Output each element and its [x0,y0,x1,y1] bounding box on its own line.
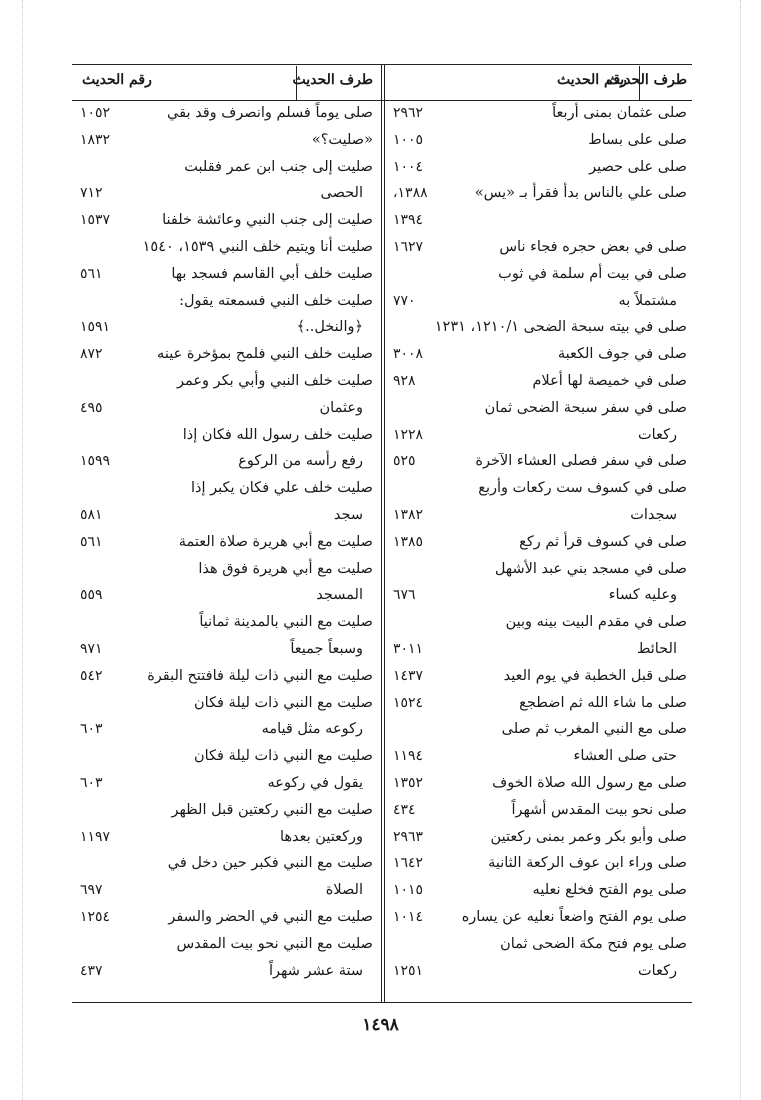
hadith-number: ٤٣٧ [80,962,103,979]
hadith-text: صلى في سفر سبحة الضحى ثمان [484,399,687,416]
hadith-text: صليت مع النبي ذات ليلة فكان [193,748,373,765]
hadith-text: وركعتين بعدها [279,828,363,845]
hadith-text: الحصى [320,185,363,202]
hadith-number: ١٠٠٥ [393,131,424,148]
hadith-text: صلى في مقدم البيت بينه وبين [505,614,687,631]
hadith-text: صليت مع أبي هريرة صلاة العتمة [178,533,373,550]
hadith-text: مشتملاً به [618,292,677,309]
hadith-text: ﴿والنخل..﴾ [296,319,363,336]
index-entry-line [387,234,695,261]
index-entry-line [387,154,695,181]
index-entry-line [387,368,695,395]
hadith-text: صلى يوم فتح مكة الضحى ثمان [500,935,687,952]
index-entry-line [72,582,381,609]
hadith-text: سجدات [630,506,677,523]
hadith-text: صليت خلف أبي القاسم فسجد بها [171,265,373,282]
right-column-header [387,66,695,100]
hadith-text: صليت خلف النبي فلمح بمؤخرة عينه [157,346,373,363]
hadith-text: سجد [333,506,363,523]
hadith-text-header: طرف الحديث [606,72,687,88]
index-entry-line [387,824,695,851]
hadith-text: صلى يوم الفتح فخلع نعليه [532,882,687,899]
hadith-text: صلى يوماً فسلم وانصرف وقد بقي [167,105,373,121]
index-entry-line [72,314,381,341]
index-entry-line [72,127,381,154]
index-entry-line [72,931,381,958]
index-entry-line [387,663,695,690]
hadith-number: ١١٩٤ [393,748,424,765]
hadith-text: صليت مع النبي ركعتين قبل الظهر [171,801,373,818]
hadith-number: ١٠٥٢ [80,105,111,121]
hadith-text: صليت أنا ويتيم خلف النبي ١٥٣٩، ١٥٤٠ [142,238,373,255]
hadith-text: صلى على بساط [588,131,687,148]
index-entry-line [387,958,695,985]
hadith-number: ١٥٢٤ [393,694,424,711]
hadith-number: ٦٠٣ [80,774,103,791]
index-entry-line [387,797,695,824]
index-entry-line [72,743,381,770]
index-entry-line [72,904,381,931]
index-entry-line [72,395,381,422]
hadith-number: ٤٩٥ [80,399,103,416]
hadith-text: صلى في بيت أم سلمة في ثوب [498,265,687,282]
top-rule [72,64,692,65]
header-separator [639,66,640,100]
hadith-text: صليت مع النبي فكبر حين دخل في [167,855,373,872]
hadith-text: صليت إلى جنب ابن عمر فقلبت [184,158,373,175]
index-entry-line [387,877,695,904]
index-entry-line [72,663,381,690]
index-entry-line [387,582,695,609]
hadith-text: صلى في بيته سبحة الضحى ١٢١٠/١، ١٢٣١ [434,319,687,336]
index-entry-line [387,904,695,931]
hadith-number: ١٦٢٧ [393,238,424,255]
index-entry-line [387,529,695,556]
index-entry-line [387,931,695,958]
hadith-number: ١٥٩٩ [80,453,111,470]
page-number: ١٤٩٨ [362,1015,399,1035]
hadith-text: ركعات [638,962,677,979]
hadith-text: صليت مع النبي بالمدينة ثمانياً [199,614,373,631]
index-entry-line [387,502,695,529]
hadith-number: ٥٦١ [80,533,103,550]
index-entry-line [387,288,695,315]
hadith-number: ٨٧٢ [80,346,103,363]
column-divider [384,64,385,1002]
hadith-text: الحائط [636,640,677,657]
hadith-number: ١٢٥١ [393,962,424,979]
index-entry-line [72,716,381,743]
hadith-text: صليت مع النبي ذات ليلة فافتتح البقرة [147,667,373,684]
hadith-text: صلى يوم الفتح واضعاً نعليه عن يساره [461,908,687,925]
hadith-number-header: رقم الحديث [82,72,152,88]
index-entry-line [72,797,381,824]
hadith-text: صلى في سفر فصلى العشاء الآخرة [475,453,687,470]
hadith-number: ٩٢٨ [393,372,416,389]
index-entry-line [387,314,695,341]
hadith-text: وسبعاً جميعاً [290,640,363,657]
hadith-number: ١٣٨٥ [393,533,424,550]
hadith-number: ٣٠٠٨ [393,346,424,363]
index-entry-line [387,743,695,770]
hadith-number: ٦٠٣ [80,721,103,738]
hadith-text: صليت خلف النبي فسمعته يقول: [179,292,373,309]
hadith-text: ركوعه مثل قيامه [261,721,363,738]
hadith-text: صليت مع النبي ذات ليلة فكان [193,694,373,711]
index-entry-line [72,529,381,556]
hadith-text: صلى نحو بيت المقدس أشهراً [511,801,687,818]
hadith-text-header: طرف الحديث [292,72,373,88]
index-entry-line [387,180,695,207]
hadith-text: صليت إلى جنب النبي وعائشة خلفنا [162,212,373,229]
scan-dotted-guide [22,0,23,1100]
index-entry-line [72,877,381,904]
hadith-text: صلى عثمان بمنى أربعاً [552,105,687,121]
index-entry-line [387,556,695,583]
column-divider-inner [381,64,382,1002]
hadith-text: صليت مع أبي هريرة فوق هذا [198,560,373,577]
hadith-text: وعثمان [319,399,363,416]
index-entry-line [72,609,381,636]
hadith-number: ٤٣٤ [393,801,416,818]
hadith-number: ٥٨١ [80,506,103,523]
hadith-text: صليت مع النبي في الحضر والسفر [168,908,373,925]
index-entry-line [387,690,695,717]
index-entry-line [387,850,695,877]
hadith-text: صلى مع رسول الله صلاة الخوف [492,774,687,791]
hadith-text: صلى في بعض حجره فجاء ناس [499,238,687,255]
index-entry-line [72,824,381,851]
bottom-rule [72,1002,692,1003]
hadith-number: ١٠١٤ [393,908,424,925]
hadith-number: ٥٢٥ [393,453,416,470]
hadith-text: صلى في كسوف قرأ ثم ركع [519,533,687,550]
index-entry-line [72,180,381,207]
hadith-text: صلى في جوف الكعبة [557,346,687,363]
hadith-number: ٧١٢ [80,185,103,202]
hadith-text: صلى وراء ابن عوف الركعة الثانية [488,855,687,872]
hadith-number-header: رقم الحديث [557,72,627,88]
hadith-number: ١٥٩١ [80,319,111,336]
index-entry-line [387,770,695,797]
index-entry-line [72,261,381,288]
index-entry-line [72,154,381,181]
hadith-number: ٩٧١ [80,640,103,657]
hadith-text: صليت خلف النبي وأبي بكر وعمر [176,372,373,389]
index-entry-line [72,341,381,368]
left-entries [72,100,381,984]
scan-dotted-guide [740,0,741,1100]
hadith-text: الصلاة [325,882,363,899]
hadith-number: ٢٩٦٣ [393,828,424,845]
hadith-text: حتى صلى العشاء [573,748,677,765]
hadith-number: ١٨٣٢ [80,131,111,148]
index-entry-line [387,422,695,449]
index-entry-line [387,395,695,422]
hadith-number: ١٠٠٤ [393,158,424,175]
hadith-text: صلى في خميصة لها أعلام [532,372,687,389]
index-entry-line [72,556,381,583]
index-entry-line [387,475,695,502]
index-entry-line [387,448,695,475]
hadith-number: ١٥٣٧ [80,212,111,229]
index-entry-line [387,100,695,127]
hadith-number: ١٣٨٨، [393,185,428,202]
hadith-text: صلى في مسجد بني عبد الأشهل [494,560,687,577]
hadith-number: ٣٠١١ [393,640,424,657]
hadith-number: ٥٦١ [80,265,103,282]
index-entry-line [387,636,695,663]
index-entry-line [72,288,381,315]
hadith-number: ٦٩٧ [80,882,103,899]
hadith-text: ركعات [638,426,677,443]
hadith-number: ٢٩٦٢ [393,105,424,121]
hadith-text: صلى على حصير [589,158,687,175]
hadith-text: صليت خلف رسول الله فكان إذا [182,426,373,443]
hadith-number: ١٣٥٢ [393,774,424,791]
index-entry-line [72,502,381,529]
index-entry-line [72,234,381,261]
left-column [72,66,381,1000]
hadith-number: ٦٧٦ [393,587,416,604]
index-entry-line [387,716,695,743]
hadith-text: المسجد [316,587,363,604]
right-entries [387,100,695,984]
hadith-number: ١٣٩٤ [393,212,424,229]
index-entry-line [72,770,381,797]
hadith-number: ٥٤٢ [80,667,103,684]
hadith-number: ١٤٣٧ [393,667,424,684]
index-entry-line [387,127,695,154]
hadith-text: صلى علي بالناس بدأ فقرأ بـ «يس» [474,185,687,202]
header-separator [296,66,297,100]
hadith-text: وعليه كساء [608,587,677,604]
index-entry-line [72,207,381,234]
hadith-number: ١٢٢٨ [393,426,424,443]
hadith-number: ١٠١٥ [393,882,424,899]
hadith-text: صلى مع النبي المغرب ثم صلى [501,721,687,738]
hadith-text: صلى ما شاء الله ثم اضطجع [519,694,687,711]
index-entry-line [72,475,381,502]
right-column [387,66,695,1000]
hadith-text: «صليت؟» [311,131,373,148]
hadith-text: يقول في ركوعه [267,774,363,791]
index-entry-line [72,850,381,877]
hadith-number: ١١٩٧ [80,828,111,845]
hadith-text: صليت مع النبي نحو بيت المقدس [176,935,373,952]
hadith-text: رفع رأسه من الركوع [238,453,363,470]
index-entry-line [72,636,381,663]
index-entry-line [387,261,695,288]
index-entry-line [387,341,695,368]
index-entry-line [72,448,381,475]
index-entry-line [72,690,381,717]
hadith-text: صليت خلف علي فكان يكبر إذا [190,480,373,497]
hadith-number: ٧٧٠ [393,292,416,309]
index-entry-line [72,422,381,449]
hadith-text: صلى قبل الخطبة في يوم العيد [503,667,687,684]
hadith-text: صلى وأبو بكر وعمر بمنى ركعتين [490,828,687,845]
left-column-header [72,66,381,100]
hadith-number: ٥٥٩ [80,587,103,604]
hadith-number: ١٦٤٢ [393,855,424,872]
hadith-number: ١٣٨٢ [393,506,424,523]
hadith-text: صلى في كسوف ست ركعات وأربع [478,480,687,497]
index-entry-line [72,368,381,395]
hadith-text: ستة عشر شهراً [269,962,363,979]
hadith-number: ١٢٥٤ [80,908,111,925]
index-entry-line [387,609,695,636]
index-entry-line [387,207,695,234]
index-entry-line [72,958,381,985]
index-entry-line [72,100,381,127]
